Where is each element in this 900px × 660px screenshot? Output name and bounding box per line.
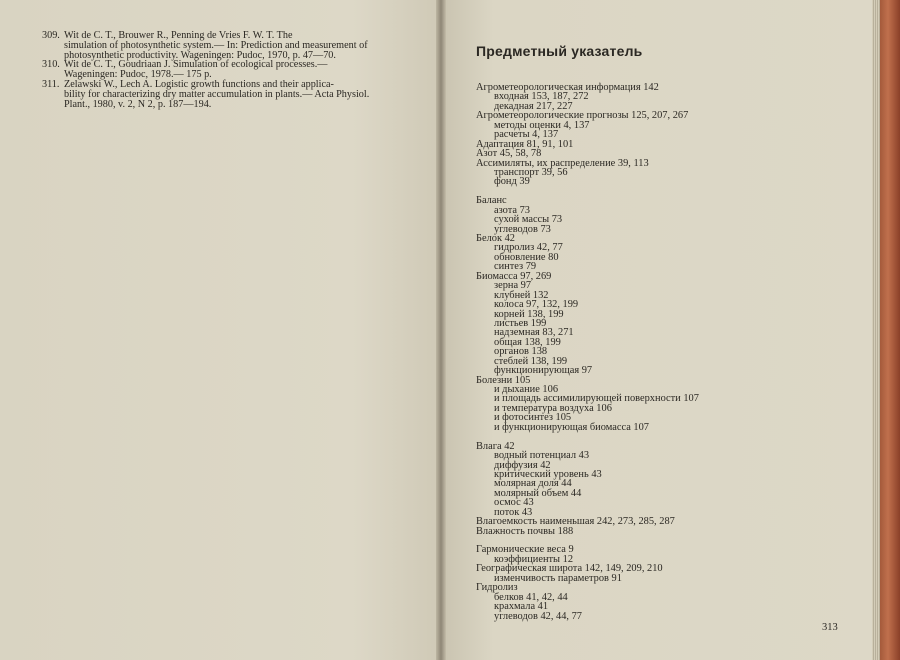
reference-item [42,59,416,81]
page-number: 313 [822,622,838,633]
index-entry: Баланс [476,195,507,207]
index-entry: Гидролиз [476,582,518,594]
index-entry: Биомасса 97, 269 [476,270,552,282]
index-subentry: корней 138, 199 [494,308,564,320]
index-subentry: обновление 80 [494,251,559,263]
index-subentry: расчеты 4, 137 [494,129,559,141]
index-gap [476,187,856,196]
reference-number: 311. [42,78,60,90]
index-subentry: фонд 39 [494,176,530,188]
index-subentry: гидролиз 42, 77 [494,242,563,254]
index-subentry: общая 138, 199 [494,336,561,348]
book-spine [436,0,446,660]
index-subentry: азота 73 [494,204,530,216]
index-entry: Влажность почвы 188 [476,525,574,537]
reference-number: 310. [42,59,60,71]
index-subentry: и площадь ассимилирующей поверхности 107 [494,393,699,405]
index-entry: Азот 45, 58, 78 [476,148,542,160]
reference-line: Plant., 1980, v. 2, N 2, p. 187—194. [64,98,212,110]
index-subentry: крахмала 41 [494,601,549,613]
index-subentry: декадная 217, 227 [494,100,573,112]
index-title: Предметный указатель [476,43,643,59]
reference-line: Wit de C. T., Brouwer R., Penning de Vries F. W. T. The [64,30,293,41]
index-subentry: методы оценки 4, 137 [494,119,590,131]
index-entry: Гармонические веса 9 [476,544,574,556]
reference-item [42,78,416,110]
subject-index [476,83,856,621]
index-subentry: углеводов 73 [494,223,551,235]
index-subentry: молярный объем 44 [494,487,582,499]
index-entry: Ассимиляты, их распределение 39, 113 [476,157,649,169]
index-subentry: надземная 83, 271 [494,327,574,339]
index-entry: Белок 42 [476,233,515,244]
index-subentry: синтез 79 [494,261,537,273]
book-cover-edge [880,0,900,660]
index-subentry: белков 41, 42, 44 [494,591,568,603]
reference-line: Wageningen: Pudoc, 1978.— 175 p. [64,69,212,81]
index-entry: Влага 42 [476,440,515,452]
reference-list [42,30,416,110]
index-subentry: и дыхание 106 [494,384,559,395]
index-subentry: транспорт 39, 56 [494,166,568,178]
reference-number: 309. [42,30,60,41]
index-subentry: функционирующая 97 [494,365,593,377]
index-subentry: колоса 97, 132, 199 [494,299,579,311]
reference-line: photosynthetic productivity. Wageningen: Pudoc, 1970, p. 47—70. [64,49,336,61]
index-entry: Адаптация 81, 91, 101 [476,138,574,150]
index-entry: Агрометеорологическая информация 142 [476,82,659,93]
index-subentry: входная 153, 187, 272 [494,91,589,103]
index-subentry: зерна 97 [494,280,532,292]
index-subentry: и функционирующая биомасса 107 [494,421,649,433]
index-subentry: изменчивость параметров 91 [494,572,622,584]
index-subentry: молярная доля 44 [494,478,572,490]
index-subentry: клубней 132 [494,289,549,301]
index-subentry: органов 138 [494,346,548,358]
index-subentry: листьев 199 [494,317,547,329]
reference-item [42,30,416,61]
reference-line: Zelawski W., Lech A. Logistic growth functions and their applica- [64,78,334,90]
reference-line: simulation of photosynthetic system.— In: Prediction and measurement of [64,39,368,51]
reference-line: bility for characterizing dry matter accumulation in plants.— Acta Physiol. [64,88,370,100]
index-entry: Географическая широта 142, 149, 209, 210 [476,563,663,575]
index-subentry: поток 43 [494,506,533,518]
index-entry: Болезни 105 [476,374,531,386]
index-subentry: осмос 43 [494,497,534,509]
index-subentry: сухой массы 73 [494,214,563,226]
index-subentry: водный потенциал 43 [494,450,590,462]
index-subentry: стеблей 138, 199 [494,355,568,367]
index-subentry: и фотосинтез 105 [494,412,572,424]
index-subentry: коэффициенты 12 [494,553,574,565]
index-entry: Агрометеорологические прогнозы 125, 207, 267 [476,110,689,122]
index-subentry: углеводов 42, 44, 77 [494,610,583,622]
reference-line: Wit de C. T., Goudriaan J. Simulation of ecological processes.— [64,59,328,71]
index-subentry: и температура воздуха 106 [494,402,612,414]
index-subentry: диффузия 42 [494,459,551,471]
index-subentry: критический уровень 43 [494,468,602,480]
index-gap [476,432,856,441]
index-entry: Влагоемкость наименьшая 242, 273, 285, 287 [476,516,675,528]
